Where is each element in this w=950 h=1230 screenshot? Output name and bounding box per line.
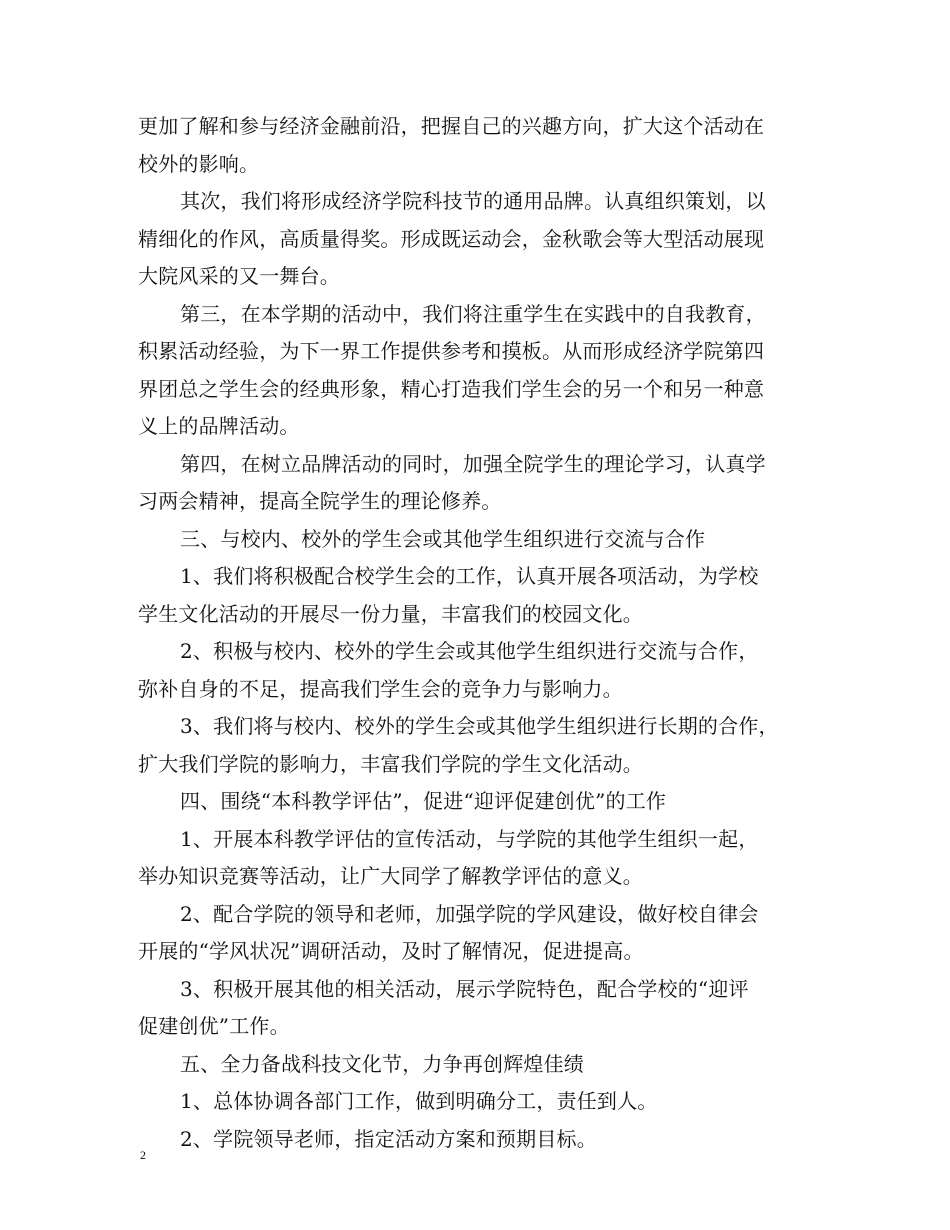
page-number: 2 xyxy=(140,1148,146,1162)
paragraph-line-17: 3、我们将与校内、校外的学生会或其他学生组织进行长期的合作， xyxy=(180,714,779,738)
paragraph-line-22: 2、配合学院的领导和老师，加强学院的学风建设，做好校自律会 xyxy=(180,901,759,926)
paragraph-line-10: 第四，在树立品牌活动的同时，加强全院学生的理论学习，认真学 xyxy=(180,451,766,476)
paragraph-line-5: 大院风采的又一舞台。 xyxy=(138,264,340,288)
paragraph-line-2: 校外的影响。 xyxy=(138,151,260,176)
paragraph-line-28: 2、学院领导老师，指定活动方案和预期目标。 xyxy=(180,1126,597,1151)
paragraph-line-7: 积累活动经验，为下一界工作提供参考和摸板。从而形成经济学院第四 xyxy=(138,339,765,363)
paragraph-line-21: 举办知识竞赛等活动，让广大同学了解教学评估的意义。 xyxy=(138,864,643,888)
paragraph-line-1: 更加了解和参与经济金融前沿，把握自己的兴趣方向，扩大这个活动在 xyxy=(138,114,765,138)
paragraph-line-15: 2、积极与校内、校外的学生会或其他学生组织进行交流与合作， xyxy=(180,639,759,663)
document-body xyxy=(138,108,828,1158)
paragraph-line-8: 界团总之学生会的经典形象，精心打造我们学生会的另一个和另一种意 xyxy=(138,376,765,401)
paragraph-line-14: 学生文化活动的开展尽一份力量，丰富我们的校园文化。 xyxy=(138,601,643,626)
paragraph-line-27: 1、总体协调各部门工作，做到明确分工，责任到人。 xyxy=(180,1089,658,1113)
paragraph-line-20: 1、开展本科教学评估的宣传活动，与学院的其他学生组织一起， xyxy=(180,826,759,851)
section-heading-4: 四、围绕“本科教学评估”，促进“迎评促建创优”的工作 xyxy=(180,789,667,813)
section-heading-3: 三、与校内、校外的学生会或其他学生组织进行交流与合作 xyxy=(180,526,706,551)
paragraph-line-9: 义上的品牌活动。 xyxy=(138,414,300,438)
paragraph-line-11: 习两会精神，提高全院学生的理论修养。 xyxy=(138,489,502,513)
paragraph-line-24: 3、积极开展其他的相关活动，展示学院特色，配合学校的“迎评 xyxy=(180,976,749,1001)
section-heading-5: 五、全力备战科技文化节，力争再创辉煌佳绩 xyxy=(180,1051,584,1076)
paragraph-line-16: 弥补自身的不足，提高我们学生会的竞争力与影响力。 xyxy=(138,676,623,701)
paragraph-line-6: 第三，在本学期的活动中，我们将注重学生在实践中的自我教育， xyxy=(180,301,766,326)
paragraph-line-13: 1、我们将积极配合校学生会的工作，认真开展各项活动，为学校 xyxy=(180,564,759,588)
paragraph-line-25: 促建创优”工作。 xyxy=(138,1014,290,1038)
paragraph-line-3: 其次，我们将形成经济学院科技节的通用品牌。认真组织策划，以 xyxy=(180,189,766,213)
paragraph-line-4: 精细化的作风，高质量得奖。形成既运动会，金秋歌会等大型活动展现 xyxy=(138,226,765,251)
paragraph-line-18: 扩大我们学院的影响力，丰富我们学院的学生文化活动。 xyxy=(138,751,643,776)
paragraph-line-23: 开展的“学风状况”调研活动，及时了解情况，促进提高。 xyxy=(138,939,644,963)
